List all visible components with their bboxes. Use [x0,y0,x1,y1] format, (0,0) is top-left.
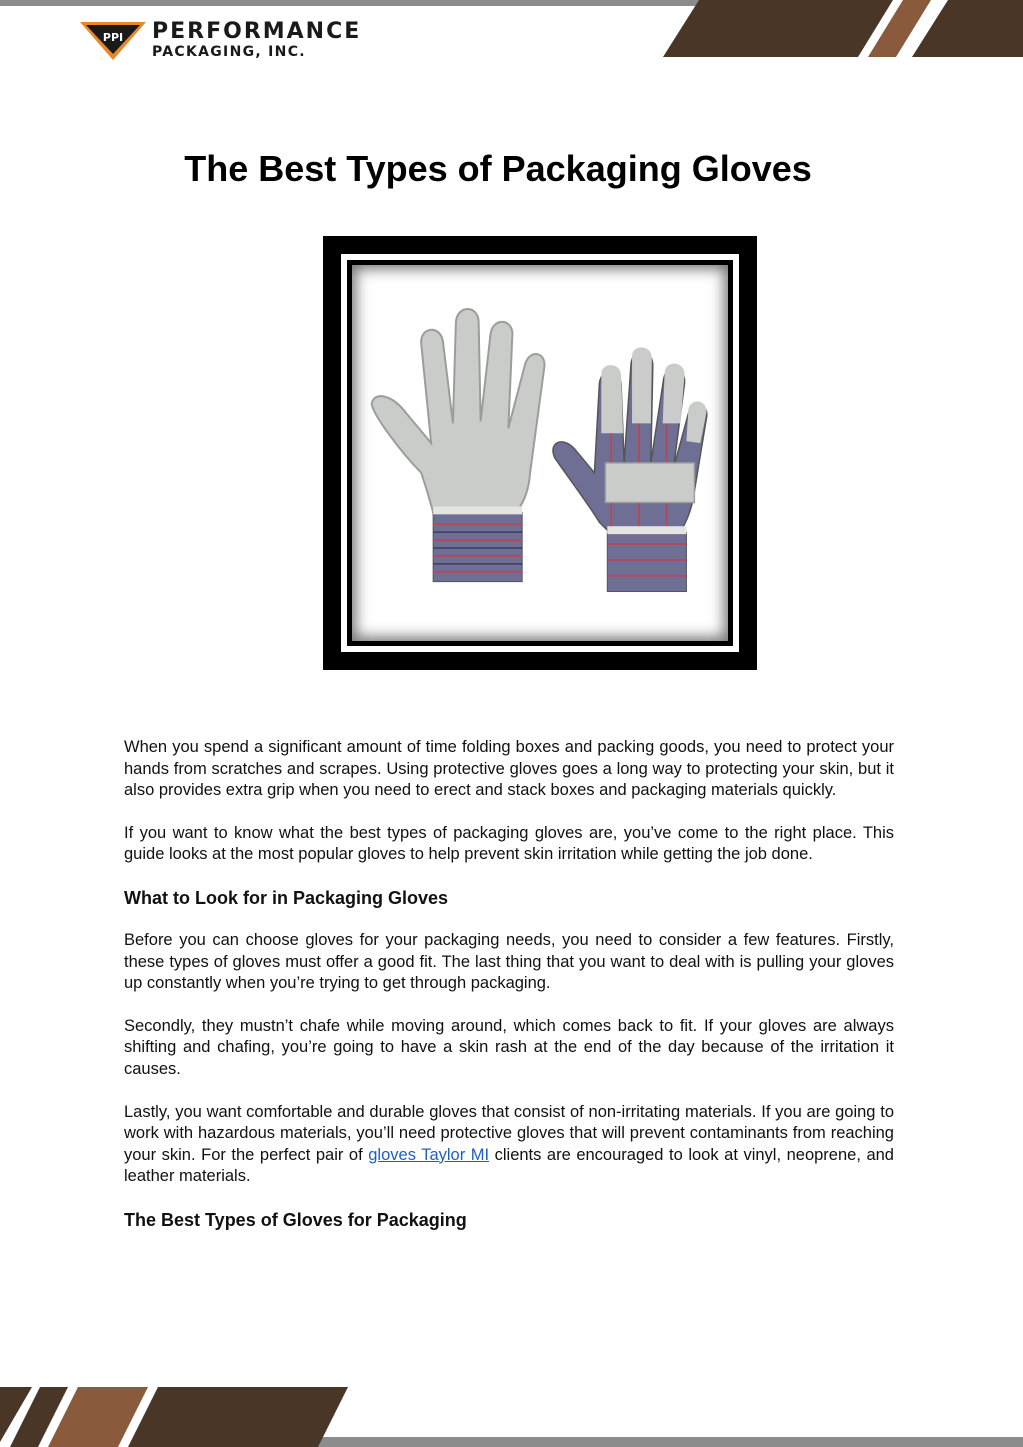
company-logo[interactable] [78,18,398,64]
logo-company-name: PERFORMANCE [152,19,362,44]
section-heading-best-types: The Best Types of Gloves for Packaging [124,1209,467,1230]
materials-text-before: Lastly, you want comfortable and durable gloves that consist of non-irritating materials. If you are going to work with hazardous materials, you’ll need protective gloves that will prevent contaminants from reaching your skin. For the perfect pair of [124,1102,894,1164]
logo-company-suffix: PACKAGING, INC. [152,44,306,60]
guide-paragraph: If you want to know what the best types of packaging gloves are, you’ve come to the right place. This guide looks at the most popular gloves to help prevent skin irritation while getting the job done. [124,823,894,864]
intro-paragraph: When you spend a significant amount of time folding boxes and packing goods, you need to protect your hands from scratches and scrapes. Using protective gloves goes a long way to protecting your skin, but it also provides extra grip when you need to erect and stack boxes and packaging materials quickly. [124,738,894,800]
header-stripes [663,0,1023,60]
gloves-taylor-mi-link[interactable]: gloves Taylor MI [368,1145,490,1164]
glove-image-frame [323,236,757,670]
gloves-photo [352,265,728,641]
footer-stripes [0,1387,1023,1447]
section-heading-what-to-look-for: What to Look for in Packaging Gloves [124,887,449,908]
materials-paragraph [124,1102,894,1188]
article-body [124,737,894,1252]
right-glove [553,347,707,591]
work-gloves-icon [352,265,728,641]
logo-mark-text: PPI [102,31,124,44]
chafe-paragraph: Secondly, they mustn’t chafe while moving around, which comes back to fit. If your gloves are always shifting and chafing, you’re going to have a skin rash at the end of the day because of the irritation it causes. [124,1016,894,1078]
left-glove [372,309,545,582]
materials-text-after: clients are encouraged to look at vinyl, neoprene, and leather materials. [124,1145,894,1186]
fit-paragraph: Before you can choose gloves for your packaging needs, you need to consider a few features. Firstly, these types of gloves must offer a good fit. The last thing that you want to deal with is pulling your gloves up constantly when you’re trying to get through packaging. [124,930,894,993]
page-title: The Best Types of Packaging Gloves [184,148,812,189]
ppi-shield-icon [78,20,148,62]
